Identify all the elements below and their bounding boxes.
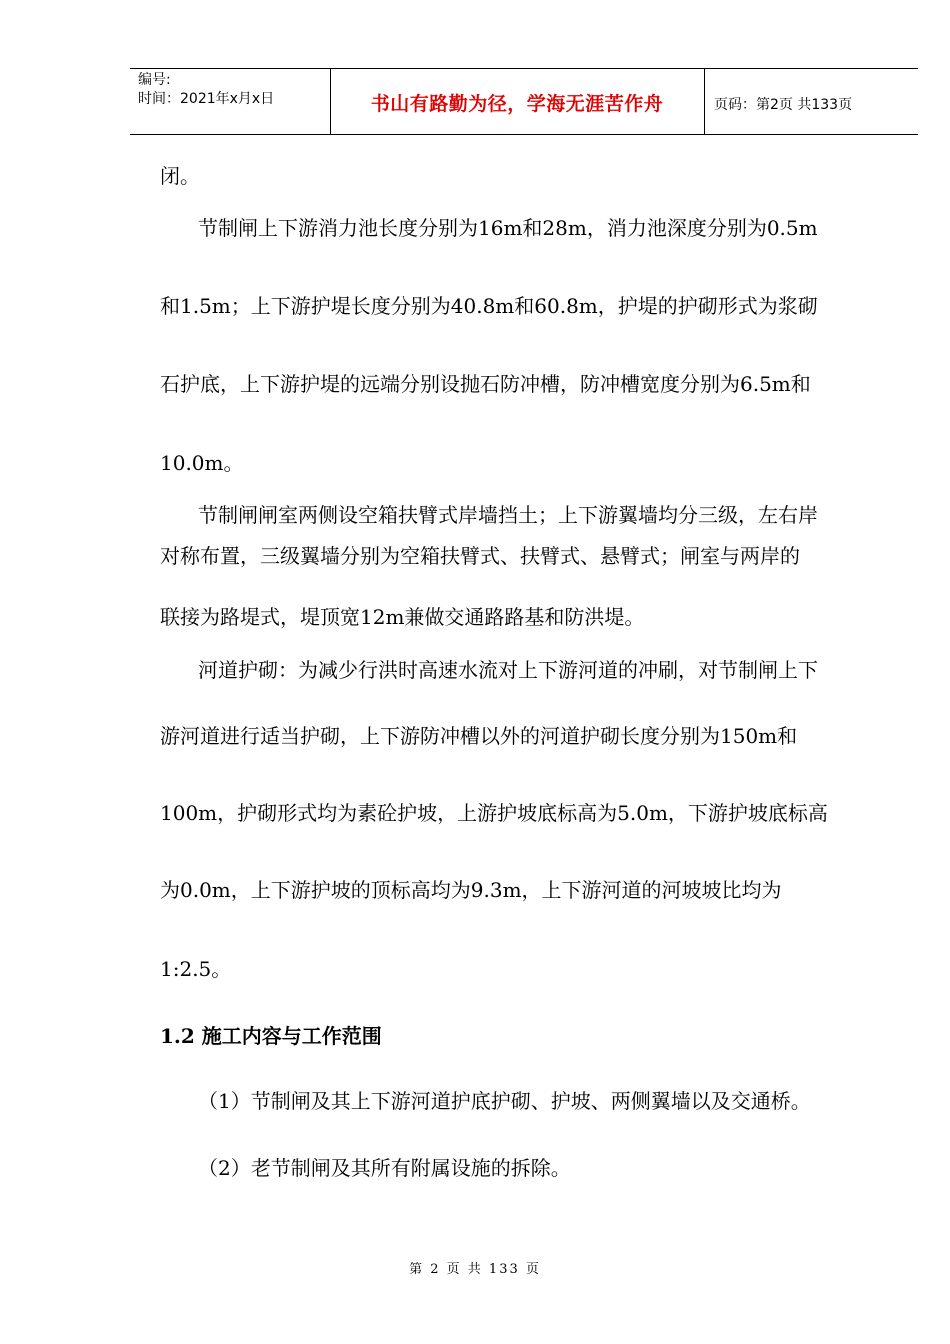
page-header <box>130 68 918 135</box>
body-line: 石护底，上下游护堤的远端分别设抛石防冲槽，防冲槽宽度分别为6.5m和 <box>160 372 811 396</box>
page-footer: 第 2 页 共 133 页 <box>409 1262 541 1277</box>
section-heading: 1.2 施工内容与工作范围 <box>160 1024 382 1048</box>
header-divider <box>704 69 705 134</box>
list-item: （2）老节制闸及其所有附属设施的拆除。 <box>198 1156 571 1180</box>
body-line: 节制闸闸室两侧设空箱扶臂式岸墙挡土；上下游翼墙均分三级，左右岸 <box>198 503 818 527</box>
body-line: 和1.5m；上下游护堤长度分别为40.8m和60.8m，护堤的护砌形式为浆砌 <box>160 294 818 318</box>
body-line: 10.0m。 <box>160 451 244 475</box>
list-item: （1）节制闸及其上下游河道护底护砌、护坡、两侧翼墙以及交通桥。 <box>198 1089 811 1113</box>
header-meta <box>138 71 274 109</box>
header-number-label: 编号: <box>138 72 171 88</box>
body-line: 1:2.5。 <box>160 957 232 981</box>
body-line: 对称布置，三级翼墙分别为空箱扶臂式、扶臂式、悬臂式；闸室与两岸的 <box>160 544 800 568</box>
body-line: 100m，护砌形式均为素砼护坡，上游护坡底标高为5.0m，下游护坡底标高 <box>160 801 828 825</box>
body-line: 为0.0m，上下游护坡的顶标高均为9.3m，上下游河道的河坡坡比均为 <box>160 878 782 902</box>
body-line: 河道护砌：为减少行洪时高速水流对上下游河道的冲刷，对节制闸上下 <box>198 658 818 682</box>
header-page-info: 页码：第2页 共133页 <box>714 97 853 113</box>
body-line: 游河道进行适当护砌，上下游防冲槽以外的河道护砌长度分别为150m和 <box>160 724 798 748</box>
body-line: 节制闸上下游消力池长度分别为16m和28m，消力池深度分别为0.5m <box>198 216 818 240</box>
header-motto: 书山有路勤为径，学海无涯苦作舟 <box>370 93 664 115</box>
header-time-label: 时间：2021年x月x日 <box>138 91 275 107</box>
body-line: 联接为路堤式，堤顶宽12m兼做交通路路基和防洪堤。 <box>160 605 645 629</box>
body-line: 闭。 <box>160 164 200 188</box>
